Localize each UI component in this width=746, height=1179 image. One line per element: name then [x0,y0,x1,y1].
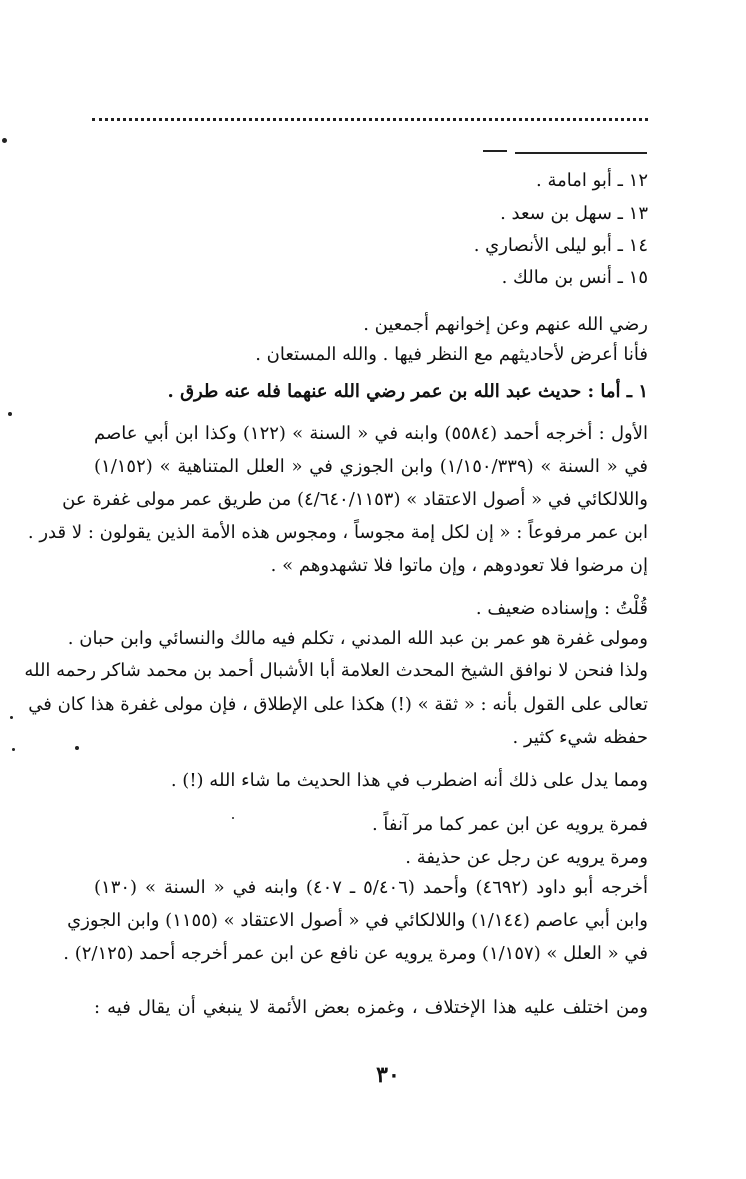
list-item: ١٢ ـ أبو امامة . [536,170,648,191]
paragraph-line: ولذا فنحن لا نوافق الشيخ المحدث العلامة أبا الأشبال أحمد بن محمد شاكر رحمه الله [24,660,648,681]
list-item: ١٤ ـ أبو ليلى الأنصاري . [473,235,648,256]
dash-mark [483,150,507,152]
page-number: ٣٠ [376,1062,400,1088]
paragraph-line: وابن أبي عاصم (١/١٤٤) واللالكائي في « أصول الاعتقاد » (١١٥٥) وابن الجوزي [67,910,648,931]
paragraph-line: واللالكائي في « أصول الاعتقاد » (٤/٦٤٠/١١٥٣) من طريق عمر مولى غفرة عن [62,489,648,510]
paragraph-line: في « العلل » (١/١٥٧) ومرة يرويه عن نافع عن ابن عمر أخرجه أحمد (٢/١٢٥) . [63,943,648,964]
dotted-separator [92,118,648,121]
list-item: ١٣ ـ سهل بن سعد . [500,203,648,224]
intro-line: رضي الله عنهم وعن إخوانهم أجمعين . [363,314,648,335]
variant-line: ومرة يرويه عن رجل عن حذيفة . [405,847,648,868]
footnote-rule [515,152,647,154]
variant-line: فمرة يرويه عن ابن عمر كما مر آنفاً . [371,814,648,835]
paragraph-line: ومولى غفرة هو عمر بن عبد الله المدني ، تكلم فيه مالك والنسائي وابن حبان . [67,628,648,649]
margin-speck [75,746,79,750]
qultu-line: قُلْتُ : وإسناده ضعيف . [475,598,648,619]
paragraph-line: الأول : أخرجه أحمد (٥٥٨٤) وابنه في « السنة » (١٢٢) وكذا ابن أبي عاصم [94,423,648,444]
paragraph-line: حفظه شيء كثير . [512,727,648,748]
paragraph-line: في « السنة » (١/١٥٠/٣٣٩) وابن الجوزي في « العلل المتناهية » (١/١٥٢) [94,456,648,477]
paragraph-line: إن مرضوا فلا تعودوهم ، وإن ماتوا فلا تشهدوهم » . [270,555,648,576]
margin-speck [10,716,13,719]
section-heading: ١ ـ أما : حديث عبد الله بن عمر رضي الله عنهما فله عنه طرق . [167,381,648,402]
margin-speck [8,412,12,416]
list-item: ١٥ ـ أنس بن مالك . [501,267,648,288]
margin-speck [12,748,15,751]
paragraph-line: تعالى على القول بأنه : « ثقة » (!) هكذا على الإطلاق ، فإن مولى غفرة هذا كان في [28,694,648,715]
margin-speck [232,817,234,819]
margin-speck [2,138,7,143]
paragraph-line: أخرجه أبو داود (٤٦٩٢) وأحمد (٥/٤٠٦ ـ ٤٠٧) وابنه في « السنة » (١٣٠) [94,877,649,898]
idtirab-line: ومما يدل على ذلك أنه اضطرب في هذا الحديث ما شاء الله (!) . [170,770,648,791]
intro-line: فأنا أعرض لأحاديثهم مع النظر فيها . والله المستعان . [255,344,648,365]
closing-line: ومن اختلف عليه هذا الإختلاف ، وغمزه بعض الأئمة لا ينبغي أن يقال فيه : [94,997,648,1018]
paragraph-line: ابن عمر مرفوعاً : « إن لكل إمة مجوساً ، ومجوس هذه الأمة الذين يقولون : لا قدر . [27,522,648,543]
